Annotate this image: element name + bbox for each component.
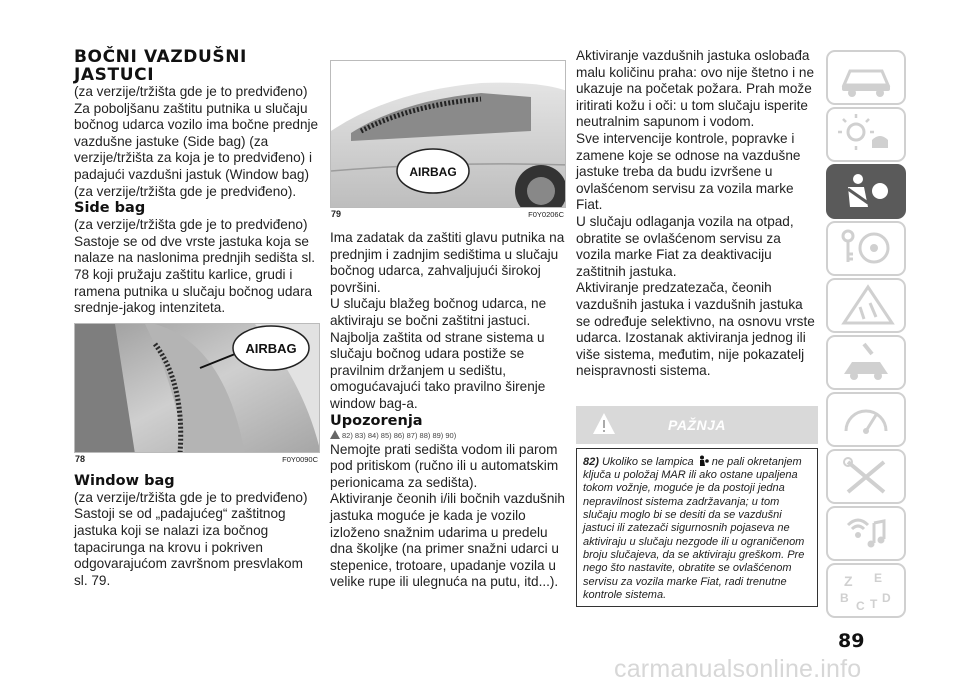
paragraph: Za poboljšanu zaštitu putnika u slučaju bočnog udarca vozilo ima bočne prednje vazdušne jastuke (Side bag) (za verzije/tržišta za koja je to predviđeno) i padajući vazdušni jastuk (Window bag) (za verzije/tržišta gde je predviđeno). [74, 100, 319, 199]
page-number: 89 [838, 630, 865, 652]
warning-text-rest: ne pali okretanjem ključa u položaj MAR ili ako ostane upaljena tokom vožnje, moguće je da postoji jedna nepravilnost sistema zadržavanja; u tom slučaju moglo bi se desiti da se vazdušni jastuci ili zatezači sigurnosnih pojaseva ne aktiviraju u slučaju nezgode ili u ograničenom broju slučajeva, da se aktiviraju greškom. Pre nego što nastavite, obratite se ovlašćenom servisu za vozila marke Fiat, radi trenutne kontrole sistema. [583, 455, 805, 601]
paragraph: Aktiviranje čeonih i/ili bočnih vazdušnih jastuka moguće je kada je vozilo izloženo snažnim udarima u predelu dna školjke (na primer snažni udarci u stepenice, trotoare, upadanje vozila u velike rupe ili ulegnuća na putu, itd...). [330, 491, 565, 590]
warning-title: PAŽNJA [668, 416, 726, 433]
paragraph: U slučaju odlaganja vozila na otpad, obratite se ovlašćenom servisu za vozila marke Fiat za deaktivaciju zaštitnih jastuka. [576, 213, 794, 279]
warning-references [330, 430, 566, 442]
figure-code: F0Y0206C [528, 210, 564, 219]
paragraph: Nemojte prati sedišta vodom ili parom pod pritiskom (ručno ili u automatskim perionicama za sedišta). [330, 441, 559, 490]
index-letter: D [882, 591, 891, 605]
airbag-label: AIRBAG [245, 340, 297, 356]
airbag-label: AIRBAG [409, 165, 457, 179]
warning-text-start: Ukoliko se lampica [601, 455, 694, 468]
paragraph: U slučaju blažeg bočnog udarca, ne aktiviraju se bočni zaštitni jastuci. [330, 296, 547, 328]
figure-code: F0Y0090C [282, 454, 318, 464]
tab-index[interactable] [826, 563, 906, 618]
subheading-window-bag: Window bag [74, 472, 175, 489]
airbag-seat-icon [834, 169, 898, 214]
column-1 [74, 48, 320, 589]
reference-list: 82) 83) 84) 85) 86) 87) 88) 89) 90) [342, 430, 457, 440]
window-airbag-illustration [330, 60, 566, 208]
hazard-warning-icon [834, 283, 898, 328]
warning-number: 82) [583, 455, 599, 468]
alphabet-index-icon [834, 568, 898, 613]
section-heading: BOČNI VAZDUŠNI JASTUCI [74, 47, 247, 85]
figure-number: 79 [331, 209, 342, 219]
warning-header [576, 406, 818, 444]
gauge-icon [834, 397, 898, 442]
figure-79 [330, 60, 566, 220]
car-icon [834, 55, 898, 100]
paragraph: Sastoje se od dve vrste jastuka koja se nalaze na naslonima prednjih sedišta sl. 78 koji pružaju zaštitu karlice, grudi i ramena putnika u slučaju bočnog udara srednje-jakog intenziteta. [74, 233, 316, 316]
paragraph: (za verzije/tržišta gde je to predviđeno) [74, 489, 308, 505]
tools-icon [834, 454, 898, 499]
paragraph: (za verzije/tržišta gde je to predviđeno) [74, 84, 308, 99]
tab-emergency[interactable] [826, 278, 906, 333]
warning-box [576, 448, 818, 607]
tab-car[interactable] [826, 50, 906, 105]
paragraph: Ima zadatak da zaštiti glavu putnika na prednjim i zadnjim sedištima u slučaju bočnog udarca, zahvaljujući širokoj površini. [330, 230, 565, 295]
column-3 [576, 48, 818, 607]
index-letter: B [840, 591, 849, 605]
index-letter: C [856, 599, 865, 613]
tab-tools[interactable] [826, 449, 906, 504]
paragraph: (za verzije/tržišta gde je to predviđeno) [74, 217, 308, 233]
paragraph: Sve intervencije kontrole, popravke i zamene koje se odnose na vazdušne jastuke treba da budu izvršene u ovlašćenom servisu za vozila marke Fiat. [576, 130, 801, 213]
tab-key-steering[interactable] [826, 221, 906, 276]
dashboard-lights-icon [834, 112, 898, 157]
warning-triangle-icon [330, 430, 340, 443]
figure-caption [330, 208, 566, 220]
tab-dashboard-lights[interactable] [826, 107, 906, 162]
figure-caption [74, 453, 320, 465]
watermark: carmanualsonline.info [614, 655, 862, 683]
figure-number: 78 [75, 453, 86, 464]
paragraph: Najbolja zaštita od strane sistema u slučaju bočnog udara postiže se pravilnim držanjem u sedištu, omogućavajući tako pravilno širenje window bag-a. [330, 329, 546, 411]
chapter-tabs [826, 50, 906, 620]
paragraph: Aktiviranje predzatezača, čeonih vazdušnih jastuka i vazdušnih jastuka se određuje selektivno, na osnovu vrste udarca. Izostanak aktiviranja jednog ili više sistema, međutim, nije pokazatelj neispravnosti sistema. [576, 280, 815, 379]
media-icon [834, 511, 898, 556]
paragraph: Sastoji se od „padajućeg“ zaštitnog jastuka koji se nalazi iza bočnog tapacirunga na krovu i pokriven odgovarajućom završnom presvlakom sl. 79. [74, 506, 303, 588]
figure-78 [74, 323, 320, 465]
tab-technical-data[interactable] [826, 392, 906, 447]
index-letter: Z [844, 573, 853, 589]
subheading-side-bag: Side bag [74, 200, 146, 217]
index-letter: T [870, 597, 878, 611]
tab-multimedia[interactable] [826, 506, 906, 561]
seat-airbag-illustration [74, 323, 320, 453]
key-steering-icon [834, 226, 898, 271]
subheading-warnings: Upozorenja [330, 412, 423, 429]
airbag-warning-lamp-icon [697, 456, 709, 468]
index-letter: E [874, 571, 883, 585]
column-2 [330, 60, 566, 591]
tab-airbag-safety[interactable] [826, 164, 906, 219]
tab-maintenance[interactable] [826, 335, 906, 390]
wrench-car-icon [834, 340, 898, 385]
paragraph: Aktiviranje vazdušnih jastuka oslobađa malu količinu praha: ovo nije štetno i ne ukazuje na početak požara. Prah može iritirati kožu i oči: u tom slučaju isperite neutralnim sapunom i vodom. [576, 48, 815, 130]
